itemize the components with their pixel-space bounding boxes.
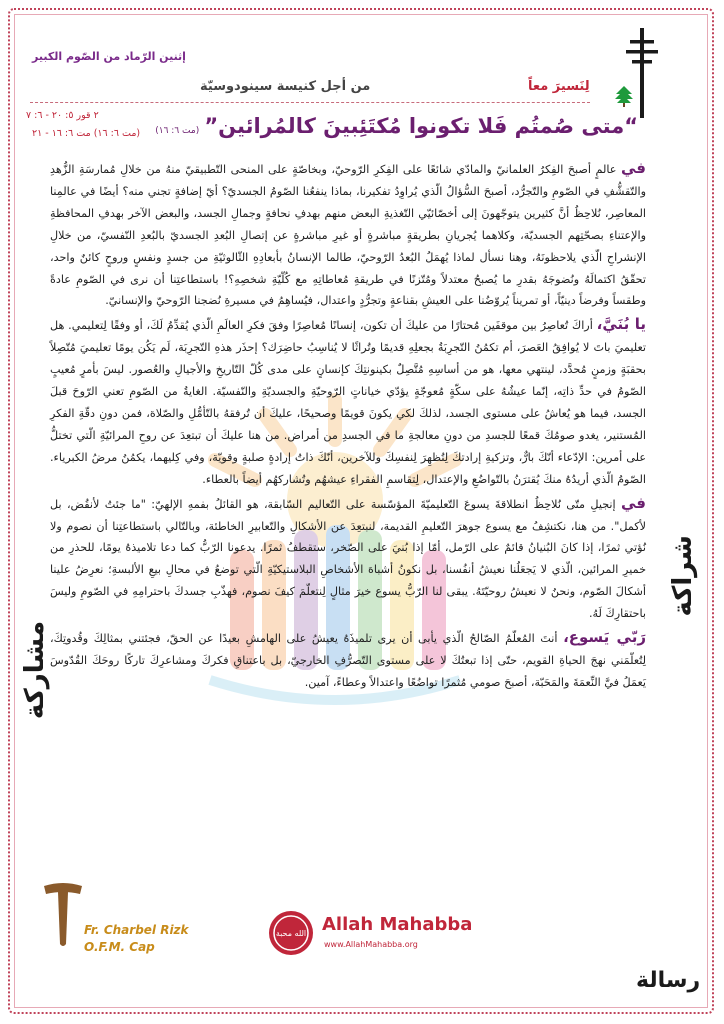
- paragraph: [50, 158, 646, 312]
- paragraph-body: أراكَ تُعاصِرُ بين موقفَين مُحتارًا من عليكَ أن تكون، إنسانًا مُعاصِرًا وفقَ فكرِ العالَمِ الّذي يُقدِّمُ لَكَ، أو وفقًا لِتعليمي. هل تعليميَ باتَ لا يُوافِقُ العَصرَ، أم تكمُنُ التّجرِبَةُ بجعلِهِ قديمًا وتُراثًا لا يُناسِبُ حاضِرَك؟ إحذَر هذهِ التّجرِبَة، لَم يَكُن يومًا تعليميَ مُتّصِلاً بحقبَةٍ وزمنٍ مُحدَّد، لينتهي معها، هو من أساسِهِ مُتَّصِلٌ بكينونتِكَ كإنسانٍ على مدى كُلّ التّاريخِ والأجيالِ والعُصور. ليسَ بأمرٍ مُعيبٍ الصّومُ في حدِّ ذاتِه، إنّما عيشُهُ على سكّةٍ مُعوجّةٍ يؤدّي خياناتٍ الرّوحيّةِ والجسديّةِ والنّفسيّة. الغايةُ من الصّومِ تعني الرّوحَ قبلَ الجسد، فيما هو يُعاشُ على مستوى الجسد، لذلكَ لكي يكونَ قويمًا وصحيحًا، عليكَ أن تُرفقهُ بالتّأمُّلِ والصّلاة، فمن دونِ دقّةِ الفكرِ المُستنير، يغدو صومُكَ قمعًا للجسدِ من دونِ معالجةِ ما في الجسدِ من أمراض. من هنا عليكَ أن تبتعِدَ عن روحِ المرائيّةِ الّتي تختلُّ على أمرين: الإدّعاء أنّكَ بارٌّ، وتزكيةِ إرادتكَ لِتُظهِرَ لِنفسِكَ وللآخرين، أنّكَ ذاتُ إرادةٍ صلبةٍ وقويّة، وفي كِليهما، يكمُنُ مرضُ الكبرياء. الصّومُ الّذي أريدُهُ منكَ يُقترَنُ بالتّواضُعِ والإعتدال، لِتقاسمِ الفقراءِ عيشهُم وتُشاركهُم أيضاً بالعطاء.: [50, 319, 646, 486]
- paragraph-body: أنتَ المُعلّمُ الصّالحُ الّذي يأبى أن يرى تلميذَهُ يعيشُ على الهامشِ بعيدًا عن الحقّ، فجئتني بمثالِكَ وقُدوتِكَ، لِتُعلّمَني نهجَ الحياةِ القويم، حتّى إذا تبعتُكَ لا على مستوى التّصرُّفِ الخارجيّ، بل باعتناقِ فكركَ ومشاعرِكَ تاركًا روحَكَ القُدّوسَ يَعمَلُ فيَّ النِّعمَةَ والمَحَبّة، أصبحَ صومي مُثمرًا تواضُعًا واعتدالاً وعطاءً، آمين.: [50, 632, 646, 689]
- side-word-participation: مشاركة: [20, 620, 50, 720]
- cedar-icon: [612, 84, 636, 108]
- brand-name: Allah Mahabba: [322, 914, 473, 935]
- logo-badge-text: الله محبة: [275, 929, 307, 938]
- side-word-mission: رسالة: [636, 968, 701, 993]
- side-word-communion: شراكة: [668, 535, 698, 617]
- brand-url[interactable]: www.AllahMahabba.org: [324, 940, 418, 949]
- title-block: [98, 114, 638, 138]
- reflection-text: [50, 158, 646, 918]
- title-reference: (مت ٦: ١٦): [155, 126, 200, 136]
- paragraph-lead: رَبّي يَسوع،: [563, 628, 646, 647]
- paragraph: [50, 314, 646, 490]
- paragraph-lead: في: [621, 493, 646, 512]
- paragraph: [50, 493, 646, 625]
- header-divider: [30, 102, 590, 103]
- slogan-synodal-church: من أجل كنيسة سينودوسيّة: [200, 79, 371, 94]
- readings-reference-1: ٢ قور ٥: ٢٠ - ٦: ٧: [26, 110, 99, 121]
- slogan-walk-together: لِنَسيرَ معاً: [528, 79, 590, 94]
- readings-reference-2: (مت ٦: ١٦) مت ٦: ١٦ - ٢١: [32, 128, 141, 139]
- franciscan-tau-icon: [40, 880, 86, 950]
- paragraph: [50, 627, 646, 694]
- author-name: Fr. Charbel Rizk: [84, 923, 189, 937]
- author-order: O.F.M. Cap: [84, 940, 155, 954]
- page-title: “متى صُمتُم فَلا تكونوا مُكتَئِبينَ كالمُرائين”: [204, 114, 638, 138]
- paragraph-body: إنجيلِ متّى نُلاحِظُ انطلاقةَ يسوعَ التّعليميّةَ المؤسّسة على التّعاليم السّابقة، هو القائلُ بفمهِ الإلهيّ: "ما جئتُ لأنقُض، بل لأكمل". من هنا، نكتشِفُ مع يسوع جوهرَ التّعليمِ القديمة، لنبتعِدَ عن الأشكالِ والتّعابيرِ الخاطئة، وبالتّالي باستطاعتِنا أن نصوم ولا نُؤتي ثمرًا، إذا كانَ البُنيانُ قائمٌ على الرّمل، أمّا إذا بُنيَ على الصّخر، ستقطفُ ثمرًا. يدعونا الرّبُّ كما دعا تلاميذهُ يومًا، للحذرِ من خميرِ المرائين، الّذي لا يَجعَلُنا نعيشُ أنفُسنا، بل نكونُ أشباهَ الأشخاصِ البلاستيكيّةِ الّتي توضعُ في محالِ بيعِ الألبسةِ؛ نعرِضُ علينا أشكالَ الصّوم، ونحنُ لا نعيشُ روحيّتَهُ. يبقى لنا الرّبُّ يسوع خيرَ مثالٍ لِنتعلّمَ كيفَ نصوم، فهذّبِ جسدكَ باحترامِهِ في الصّومِ وليسَ باحتقارِكَ لَهُ.: [50, 497, 646, 621]
- paragraph-body: عالمٍ أصبحَ الفِكرُ العلمانيّ والمادّي شائعًا على الفِكرِ الرّوحيّ، وبخاصّةٍ على المنحى التّطبيقيّ منهُ من خلالِ مُمارسَةِ الزُّهدِ والتّقشُّفِ في الصّومِ والتّجرُّد، أصبحَ السُّؤالُ الّذي يُراوِدُ تفكيرنا، بماذا ينفعُنا الصّومُ الجسديّ؟ أيّ إضافةٍ تجني منه؟ أيضًا في عالمِنا المعاصِر، نُلاحِظُ أنَّ كثيرين يتوجّهونَ إلى أخصّائيّي التّغذيةِ البعض منهم بهدفِ نحافةٍ وجمالِ الجسد، والبعض الآخر بهدفِ المحافظةِ والإعتناءِ بصحّتِهم الجسديّة، وكلاهما يُجريانِ بطريقةٍ مباشرةٍ أو غيرِ مباشرةٍ عن إتصالِ البُعدِ الجسديّ بالبُعدِ النّفسيّ، من خلالِ الإنشراحِ الّذي يلاحظونَهُ، وهنا نسأل لماذا يُهمَلُ البُعدُ الرّوحيّ، طالما الإنسانُ بأبعادِهِ الثّالوثيّةِ من جسدٍ ونفسٍ وروحٍ كائنٌ واحد، تحقّقُ اكتمالَهُ ونُضوجَهُ بقدرِ ما يُصبحُ معتدلاً ومُتّزنًا في طريقةِ مُعاطاتِهِ مع كُلّيّةِ شخصِهِ؟! باستطاعتِنا أن نرى في الصّومِ عادةً وطقساً وفرضاً دينيّاً، أو تمريناً يُروّضُنا على العيشِ بقناعةٍ وتجرُّدٍ واعتدال، فيُساهِمُ في مسيرةِ نُضجنا الرّوحيّ والإنسانيّ.: [50, 163, 646, 308]
- season-label: إثنين الرّماد من الصّوم الكبير: [32, 50, 186, 63]
- author-signature: [84, 922, 189, 956]
- paragraph-lead: يا بُنَيَّ،: [596, 315, 646, 334]
- allah-mahabba-logo-icon: [268, 910, 314, 956]
- paragraph-lead: في: [621, 159, 646, 177]
